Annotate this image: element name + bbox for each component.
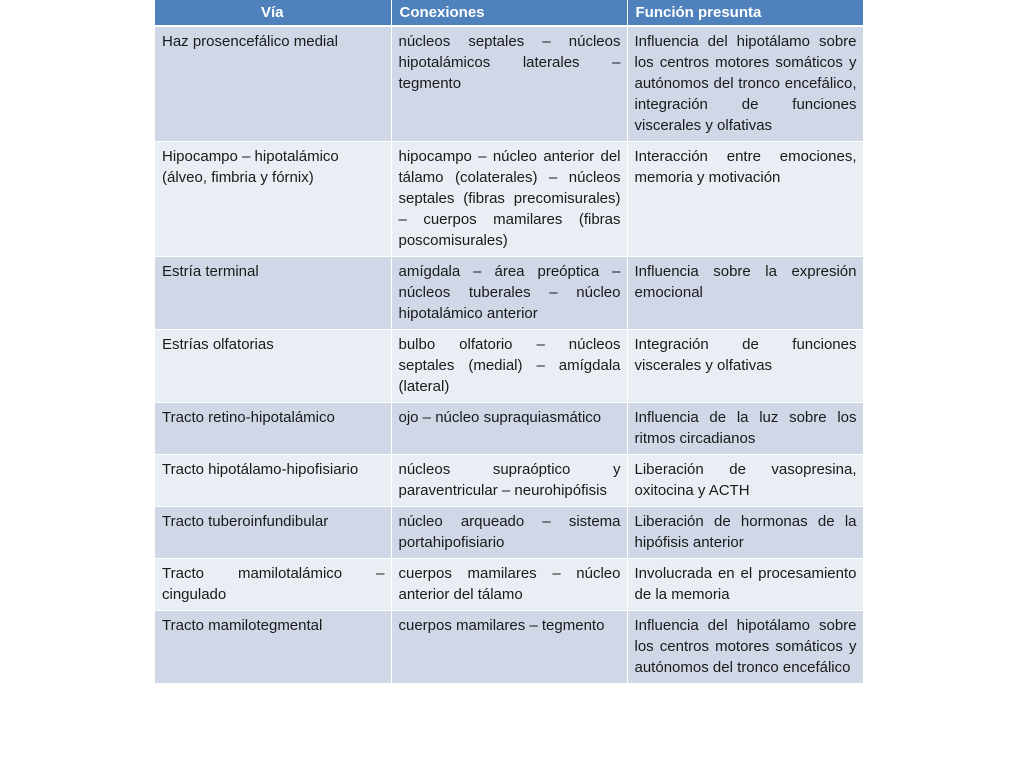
table-row: [155, 559, 863, 611]
table-header-row: [155, 0, 863, 26]
header-funcion: Función presunta: [627, 0, 863, 26]
table-row: [155, 611, 863, 684]
cell-funcion: Integración de funciones viscerales y olfativas: [627, 330, 863, 403]
table-row: [155, 507, 863, 559]
cell-funcion: Involucrada en el procesamiento de la memoria: [627, 559, 863, 611]
cell-conexiones: cuerpos mamilares – núcleo anterior del tálamo: [391, 559, 627, 611]
table-row: [155, 330, 863, 403]
cell-conexiones: bulbo olfatorio – núcleos septales (medial) – amígdala (lateral): [391, 330, 627, 403]
cell-conexiones: amígdala – área preóptica – núcleos tuberales – núcleo hipotalámico anterior: [391, 257, 627, 330]
table-row: [155, 257, 863, 330]
header-via: Vía: [155, 0, 391, 26]
table-row: [155, 26, 863, 142]
cell-via: Tracto mamilotalámico – cingulado: [155, 559, 391, 611]
cell-conexiones: cuerpos mamilares – tegmento: [391, 611, 627, 684]
cell-conexiones: ojo – núcleo supraquiasmático: [391, 403, 627, 455]
cell-funcion: Influencia sobre la expresión emocional: [627, 257, 863, 330]
table-row: [155, 455, 863, 507]
cell-via: Haz prosencefálico medial: [155, 26, 391, 142]
table-row: [155, 142, 863, 257]
cell-funcion: Influencia de la luz sobre los ritmos circadianos: [627, 403, 863, 455]
cell-via: Tracto tuberoinfundibular: [155, 507, 391, 559]
pathways-table: [155, 0, 863, 684]
cell-funcion: Influencia del hipotálamo sobre los centros motores somáticos y autónomos del tronco encefálico, integración de funciones viscerales y olfativas: [627, 26, 863, 142]
cell-funcion: Liberación de hormonas de la hipófisis anterior: [627, 507, 863, 559]
cell-funcion: Liberación de vasopresina, oxitocina y ACTH: [627, 455, 863, 507]
cell-via: Estrías olfatorias: [155, 330, 391, 403]
cell-conexiones: hipocampo – núcleo anterior del tálamo (colaterales) – núcleos septales (fibras precomisurales) – cuerpos mamilares (fibras poscomisurales): [391, 142, 627, 257]
cell-via: Estría terminal: [155, 257, 391, 330]
cell-funcion: Interacción entre emociones, memoria y motivación: [627, 142, 863, 257]
cell-via: Tracto mamilotegmental: [155, 611, 391, 684]
cell-funcion: Influencia del hipotálamo sobre los centros motores somáticos y autónomos del tronco encefálico: [627, 611, 863, 684]
cell-conexiones: núcleo arqueado – sistema portahipofisiario: [391, 507, 627, 559]
pathways-table-container: [155, 0, 863, 736]
cell-via: Hipocampo – hipotalámico (álveo, fimbria y fórnix): [155, 142, 391, 257]
cell-via: Tracto hipotálamo-hipofisiario: [155, 455, 391, 507]
cell-via: Tracto retino-hipotalámico: [155, 403, 391, 455]
cell-conexiones: núcleos septales – núcleos hipotalámicos laterales – tegmento: [391, 26, 627, 142]
table-row: [155, 403, 863, 455]
header-conexiones: Conexiones: [391, 0, 627, 26]
cell-conexiones: núcleos supraóptico y paraventricular – neurohipófisis: [391, 455, 627, 507]
